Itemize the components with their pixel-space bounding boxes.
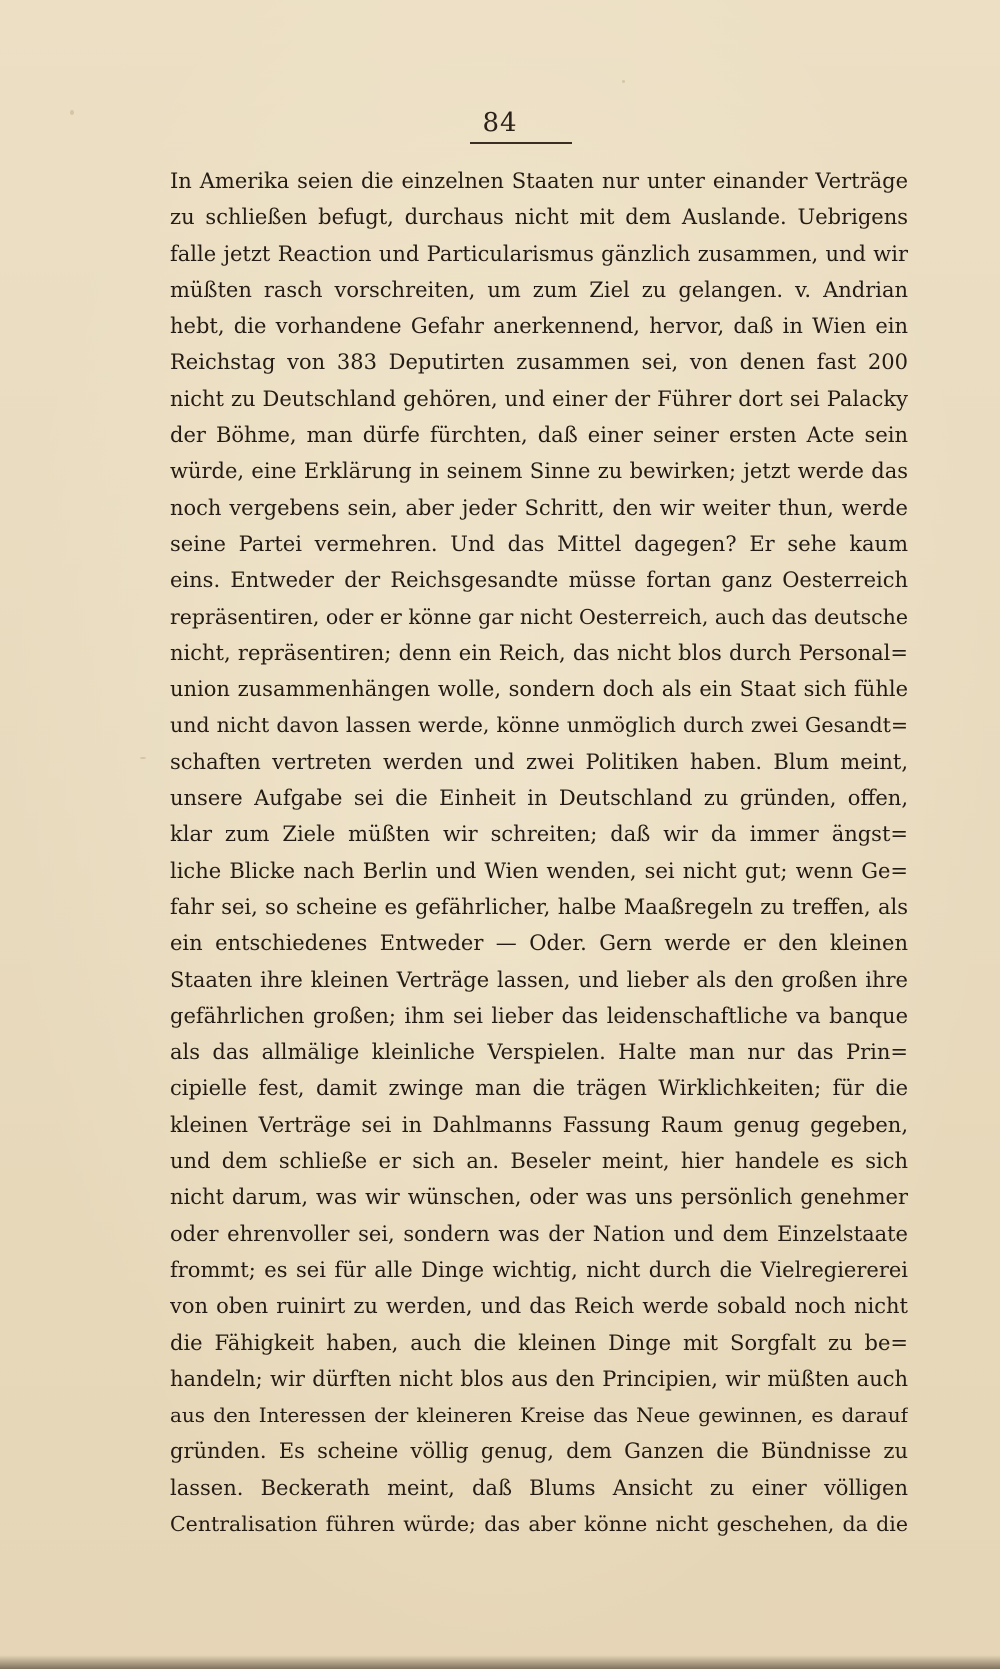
text-line: müßten rasch vorschreiten, um zum Ziel zu gelangen. v. Andrian: [170, 277, 908, 302]
text-line: Centralisation führen würde; das aber könne nicht geschehen, da die: [170, 1511, 908, 1536]
text-line: nicht darum, was wir wünschen, oder was uns persönlich genehmer: [170, 1185, 908, 1210]
page-number: 84: [482, 108, 518, 138]
text-line: eins. Entweder der Reichsgesandte müsse fortan ganz Oesterreich: [170, 568, 908, 593]
text-line: unsere Aufgabe sei die Einheit in Deutschland zu gründen, offen,: [170, 786, 908, 811]
text-line: seine Partei vermehren. Und das Mittel dagegen? Er sehe kaum: [170, 531, 908, 556]
text-line: gefährlichen großen; ihm sei lieber das leidenschaftliche va banque: [170, 1003, 908, 1028]
text-line: frommt; es sei für alle Dinge wichtig, nicht durch die Vielregiererei: [170, 1257, 908, 1282]
text-line: cipielle fest, damit zwinge man die trägen Wirklichkeiten; für die: [170, 1076, 908, 1101]
text-line: der Böhme, man dürfe fürchten, daß einer seiner ersten Acte sein: [170, 423, 908, 448]
text-line: fahr sei, so scheine es gefährlicher, halbe Maaßregeln zu treffen, als: [170, 894, 908, 919]
text-line: gründen. Es scheine völlig genug, dem Ganzen die Bündnisse zu: [170, 1439, 908, 1464]
text-line: liche Blicke nach Berlin und Wien wenden, sei nicht gut; wenn Ge=: [170, 858, 908, 883]
paper-spot: [140, 757, 146, 759]
text-line: handeln; wir dürften nicht blos aus den Principien, wir müßten auch: [170, 1366, 908, 1391]
text-line: nicht, repräsentiren; denn ein Reich, das nicht blos durch Personal=: [170, 640, 908, 665]
text-line: zu schließen befugt, durchaus nicht mit dem Auslande. Uebrigens: [170, 205, 908, 230]
text-line: kleinen Verträge sei in Dahlmanns Fassung Raum genug gegeben,: [170, 1112, 908, 1137]
text-line: nicht zu Deutschland gehören, und einer der Führer dort sei Palacky: [170, 386, 908, 411]
text-line: klar zum Ziele müßten wir schreiten; daß wir da immer ängst=: [170, 822, 908, 847]
text-line: aus den Interessen der kleineren Kreise das Neue gewinnen, es darauf: [170, 1403, 908, 1428]
text-line: schaften vertreten werden und zwei Politiken haben. Blum meint,: [170, 749, 908, 774]
header-rule: [470, 142, 572, 144]
text-line: die Fähigkeit haben, auch die kleinen Dinge mit Sorgfalt zu be=: [170, 1330, 908, 1355]
text-line: union zusammenhängen wolle, sondern doch als ein Staat sich fühle: [170, 677, 908, 702]
text-line: In Amerika seien die einzelnen Staaten nur unter einander Verträge: [170, 169, 908, 193]
text-line: repräsentiren, oder er könne gar nicht Oesterreich, auch das deutsche: [170, 604, 908, 629]
page-bottom-edge: [0, 1655, 1000, 1669]
text-line: Staaten ihre kleinen Verträge lassen, und lieber als den großen ihre: [170, 967, 908, 992]
text-line: noch vergebens sein, aber jeder Schritt, den wir weiter thun, werde: [170, 495, 908, 520]
text-line: würde, eine Erklärung in seinem Sinne zu bewirken; jetzt werde das: [170, 459, 908, 484]
text-line: und dem schließe er sich an. Beseler meint, hier handele es sich: [170, 1149, 908, 1174]
text-line: lassen. Beckerath meint, daß Blums Ansicht zu einer völligen: [170, 1475, 908, 1500]
text-line: Reichstag von 383 Deputirten zusammen sei, von denen fast 200: [170, 350, 908, 375]
text-line: von oben ruinirt zu werden, und das Reich werde sobald noch nicht: [170, 1294, 908, 1319]
body-text: [170, 163, 908, 1542]
paper-spot: [622, 80, 625, 83]
text-line: und nicht davon lassen werde, könne unmöglich durch zwei Gesandt=: [170, 713, 908, 738]
text-line: ein entschiedenes Entweder — Oder. Gern werde er den kleinen: [170, 931, 908, 956]
text-line: falle jetzt Reaction und Particularismus gänzlich zusammen, und wir: [170, 241, 908, 266]
text-line: als das allmälige kleinliche Verspielen. Halte man nur das Prin=: [170, 1040, 908, 1065]
text-line: hebt, die vorhandene Gefahr anerkennend, hervor, daß in Wien ein: [170, 314, 908, 339]
text-line: oder ehrenvoller sei, sondern was der Nation und dem Einzelstaate: [170, 1221, 908, 1246]
